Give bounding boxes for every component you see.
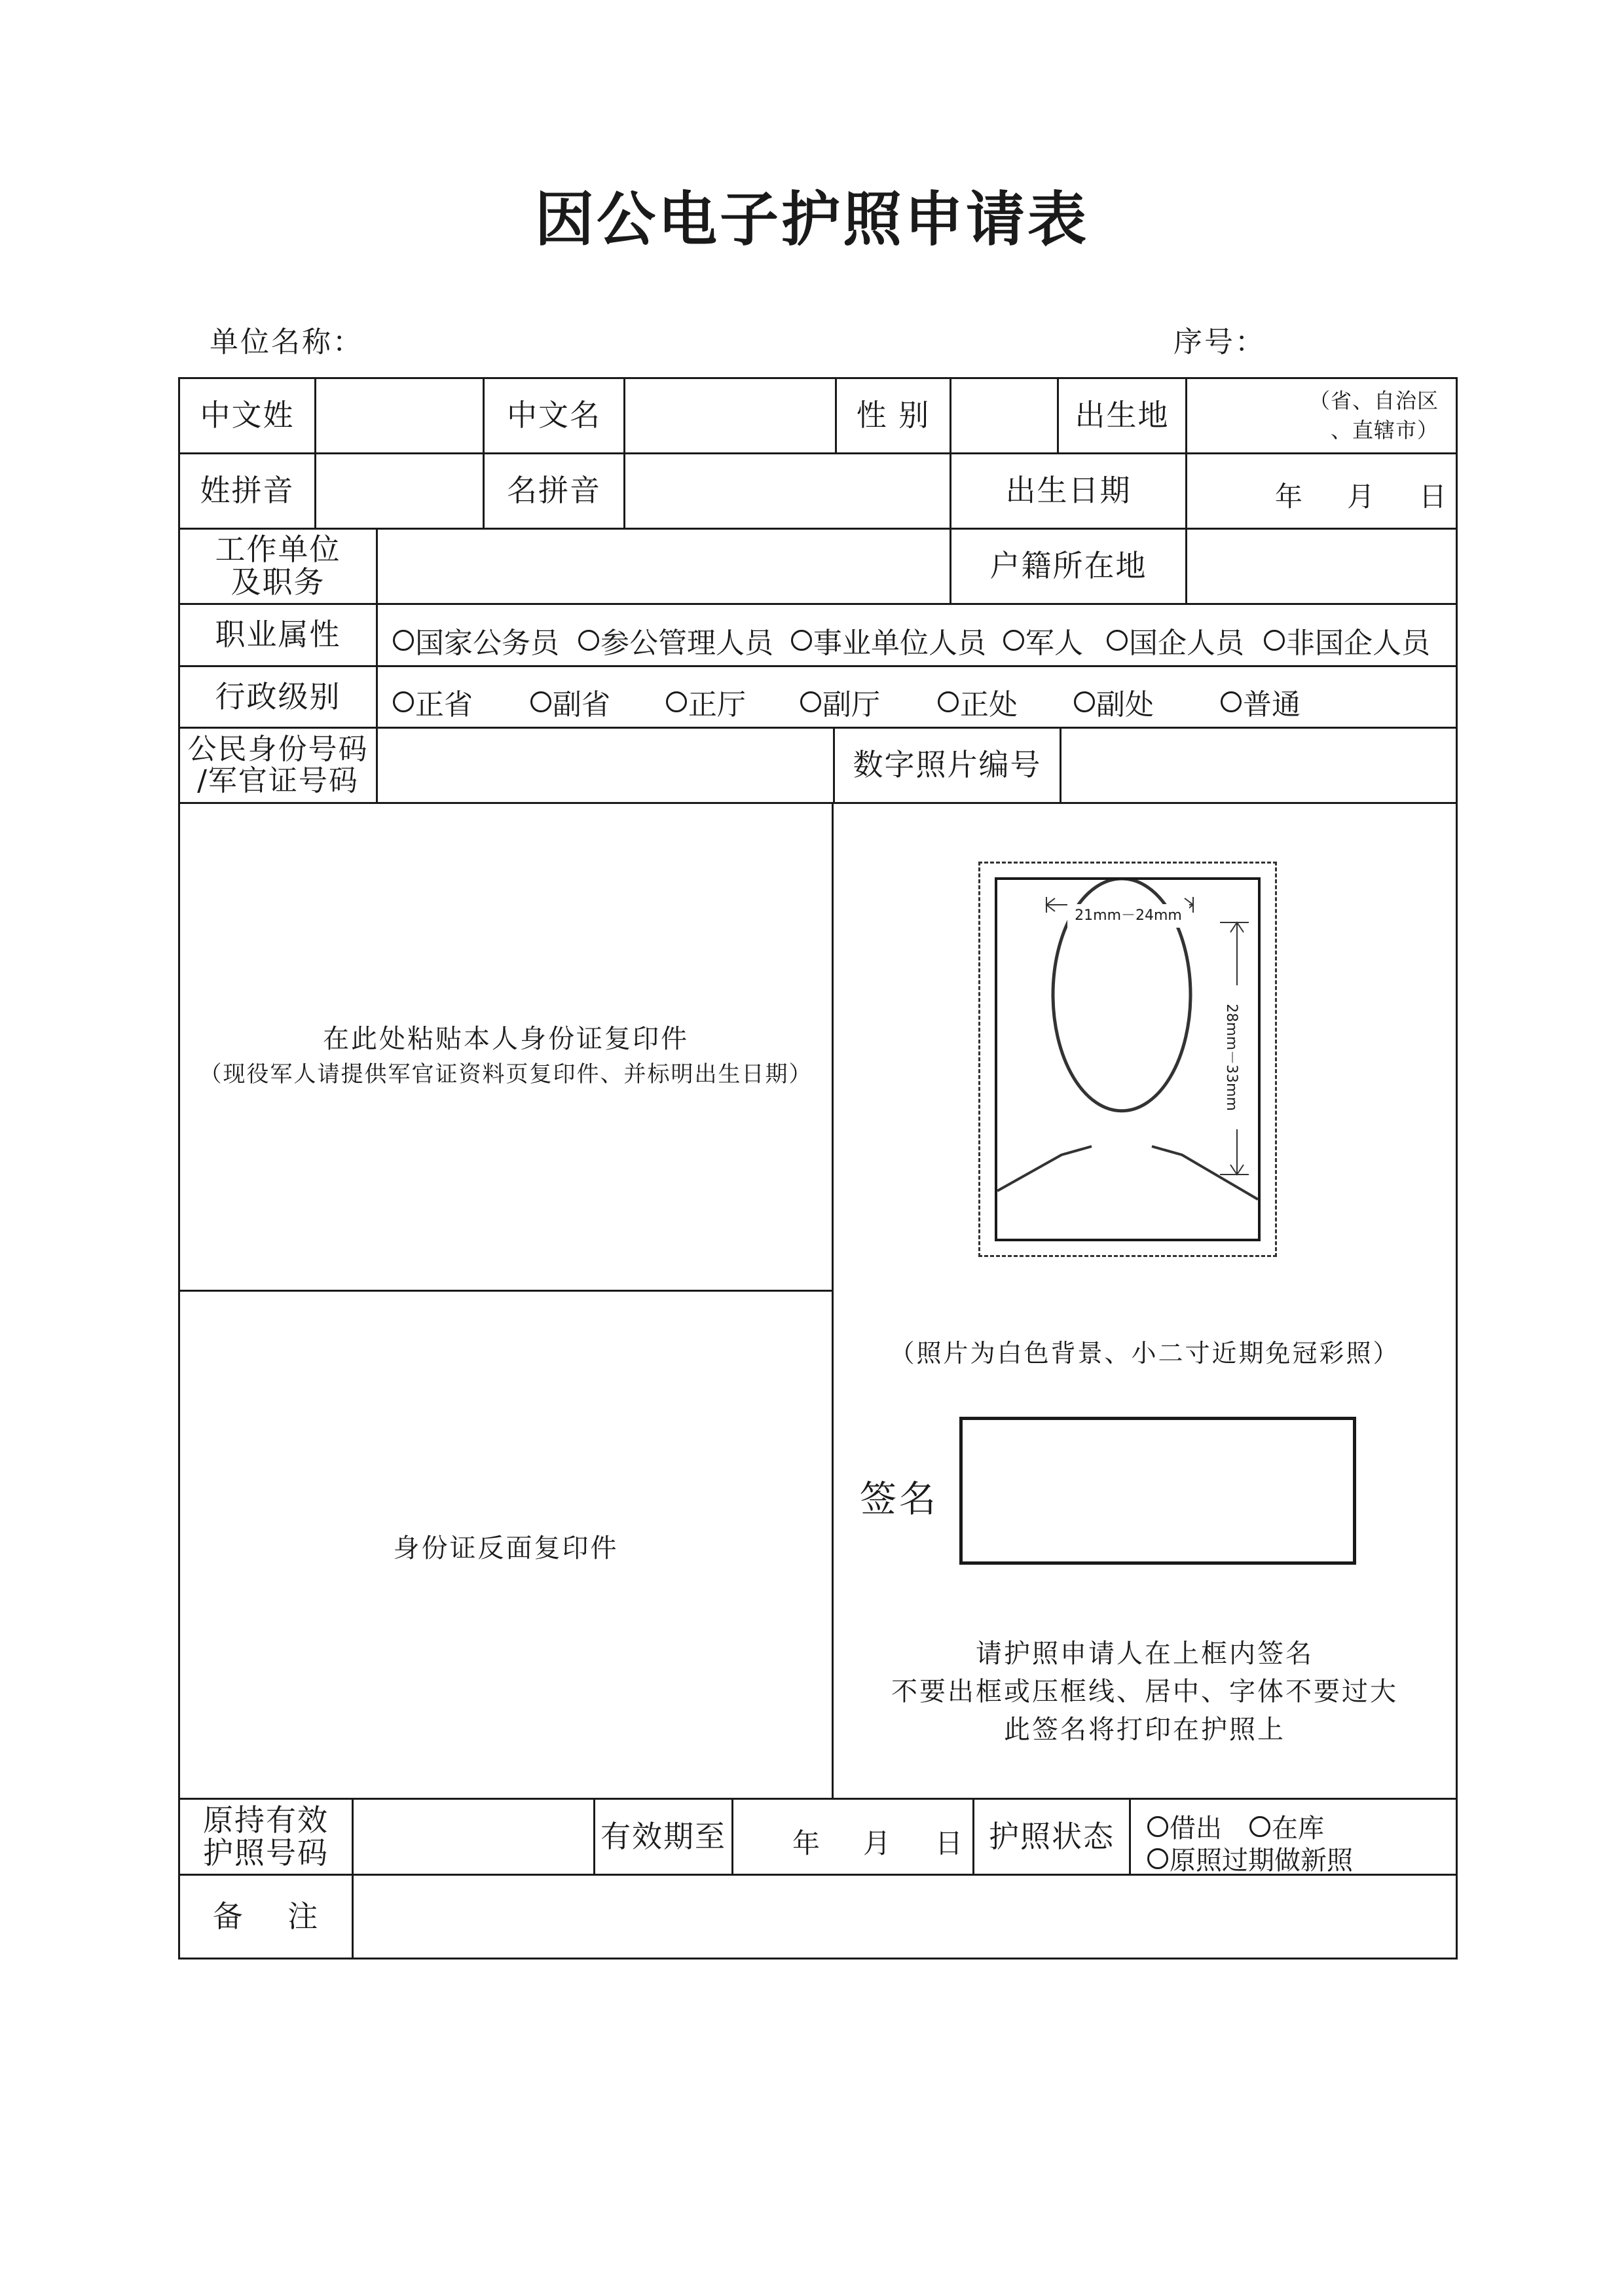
work-unit-field[interactable] — [378, 530, 950, 603]
id-front-instruction: 在此处粘贴本人身份证复印件 — [323, 1024, 689, 1054]
household-registration-label: 户籍所在地 — [989, 548, 1147, 584]
birthplace-hint-1: （省、自治区 — [1308, 388, 1439, 414]
chinese-surname-label: 中文姓 — [200, 397, 295, 433]
radio-circle-icon — [393, 630, 414, 651]
occupation-option-reference-civil[interactable]: 参公管理人员 — [578, 619, 773, 661]
id-front-military-note: （现役军人请提供军官证资料页复印件、并标明出生日期） — [199, 1061, 813, 1087]
admin-level-option-1[interactable]: 正省 — [393, 681, 473, 723]
birthplace-field[interactable] — [1187, 379, 1456, 452]
valid-until-label: 有效期至 — [600, 1818, 726, 1854]
old-passport-label-2: 护照号码 — [203, 1834, 329, 1870]
id-front-copy-area[interactable] — [180, 804, 832, 1290]
gender-label: 性 别 — [856, 397, 931, 433]
birthplace-label: 出生地 — [1075, 397, 1170, 433]
birthplace-hint-2: 、直辖市） — [1330, 418, 1439, 443]
radio-circle-icon — [1221, 691, 1242, 712]
radio-circle-icon — [1107, 630, 1128, 651]
occupation-option-public-institution[interactable]: 事业单位人员 — [791, 619, 986, 661]
radio-circle-icon — [530, 691, 551, 712]
radio-circle-icon — [1074, 691, 1095, 712]
dob-year: 年 — [1275, 481, 1303, 513]
radio-circle-icon — [1249, 1816, 1270, 1837]
radio-circle-icon — [1147, 1848, 1168, 1869]
household-registration-field[interactable] — [1187, 530, 1456, 603]
admin-level-option-5[interactable]: 正处 — [938, 681, 1018, 723]
photo-height-spec: 28mm－33mm — [1221, 985, 1241, 1129]
photo-caption: （照片为白色背景、小二寸近期免冠彩照） — [889, 1339, 1400, 1368]
radio-circle-icon — [1264, 630, 1285, 651]
chinese-given-name-label: 中文名 — [507, 397, 601, 433]
old-passport-label-1: 原持有效 — [203, 1802, 329, 1838]
occupation-option-non-soe[interactable]: 非国企人员 — [1264, 619, 1430, 661]
work-unit-label-1: 工作单位 — [215, 532, 341, 568]
old-passport-number-field[interactable] — [354, 1800, 593, 1874]
chinese-surname-field[interactable] — [316, 379, 483, 452]
admin-level-option-7[interactable]: 普通 — [1221, 681, 1301, 723]
radio-circle-icon — [393, 691, 414, 712]
date-of-birth-field[interactable] — [1187, 454, 1456, 528]
occupation-option-civil-servant[interactable]: 国家公务员 — [393, 619, 559, 661]
occupation-label: 职业属性 — [215, 617, 341, 653]
status-option-in-stock[interactable]: 在库 — [1249, 1808, 1324, 1845]
valid-year: 年 — [792, 1827, 821, 1859]
remarks-field[interactable] — [354, 1876, 1456, 1958]
admin-level-option-4[interactable]: 副厅 — [800, 681, 880, 723]
remarks-label: 备 注 — [212, 1898, 320, 1934]
work-unit-label-2: 及职务 — [231, 564, 325, 600]
id-number-label-2: /军官证号码 — [197, 764, 359, 797]
photo-number-field[interactable] — [1061, 729, 1456, 802]
signature-note-2: 不要出框或压框线、居中、字体不要过大 — [891, 1677, 1398, 1707]
admin-level-option-6[interactable]: 副处 — [1074, 681, 1154, 723]
dob-day: 日 — [1419, 481, 1447, 513]
given-pinyin-field[interactable] — [625, 454, 950, 528]
dob-month: 月 — [1347, 481, 1375, 513]
status-option-lent[interactable]: 借出 — [1147, 1808, 1222, 1845]
radio-circle-icon — [938, 691, 959, 712]
id-back-instruction: 身份证反面复印件 — [393, 1533, 619, 1563]
unit-name-label: 单位名称： — [210, 325, 363, 359]
admin-level-option-2[interactable]: 副省 — [530, 681, 610, 723]
radio-circle-icon — [666, 691, 687, 712]
head-size-guide-icon — [997, 880, 1258, 1239]
valid-until-field[interactable] — [733, 1800, 972, 1874]
date-of-birth-label: 出生日期 — [1005, 473, 1132, 509]
form-title: 因公电子护照申请表 — [535, 185, 1089, 254]
work-unit-label — [180, 530, 376, 603]
signature-note-3: 此签名将打印在护照上 — [1004, 1715, 1285, 1745]
signature-note-1: 请护照申请人在上框内签名 — [976, 1639, 1314, 1669]
signature-label: 签名 — [860, 1478, 938, 1521]
id-back-copy-area[interactable] — [180, 1292, 832, 1798]
chinese-given-name-field[interactable] — [625, 379, 835, 452]
surname-pinyin-label: 姓拼音 — [200, 473, 295, 509]
serial-number-label: 序号： — [1173, 325, 1266, 359]
id-number-label-1: 公民身份号码 — [187, 733, 369, 767]
status-option-renew[interactable]: 原照过期做新照 — [1147, 1840, 1353, 1877]
valid-month: 月 — [863, 1827, 891, 1859]
occupation-option-military[interactable]: 军人 — [1003, 619, 1083, 661]
valid-day: 日 — [935, 1827, 963, 1859]
surname-pinyin-field[interactable] — [316, 454, 483, 528]
radio-circle-icon — [800, 691, 821, 712]
photo-width-spec: 21mm－24mm — [1067, 904, 1189, 928]
given-pinyin-label: 名拼音 — [507, 473, 601, 509]
passport-status-label: 护照状态 — [989, 1818, 1115, 1854]
radio-circle-icon — [1147, 1816, 1168, 1837]
radio-circle-icon — [791, 630, 812, 651]
occupation-option-soe[interactable]: 国企人员 — [1107, 619, 1244, 661]
signature-box[interactable] — [959, 1417, 1356, 1565]
id-number-label — [180, 729, 376, 802]
old-passport-label — [180, 1800, 352, 1874]
admin-level-option-3[interactable]: 正厅 — [666, 681, 746, 723]
radio-circle-icon — [578, 630, 599, 651]
radio-circle-icon — [1003, 630, 1024, 651]
admin-level-label: 行政级别 — [215, 678, 341, 714]
gender-field[interactable] — [951, 379, 1057, 452]
id-number-field[interactable] — [378, 729, 833, 802]
photo-number-label: 数字照片编号 — [853, 747, 1042, 783]
